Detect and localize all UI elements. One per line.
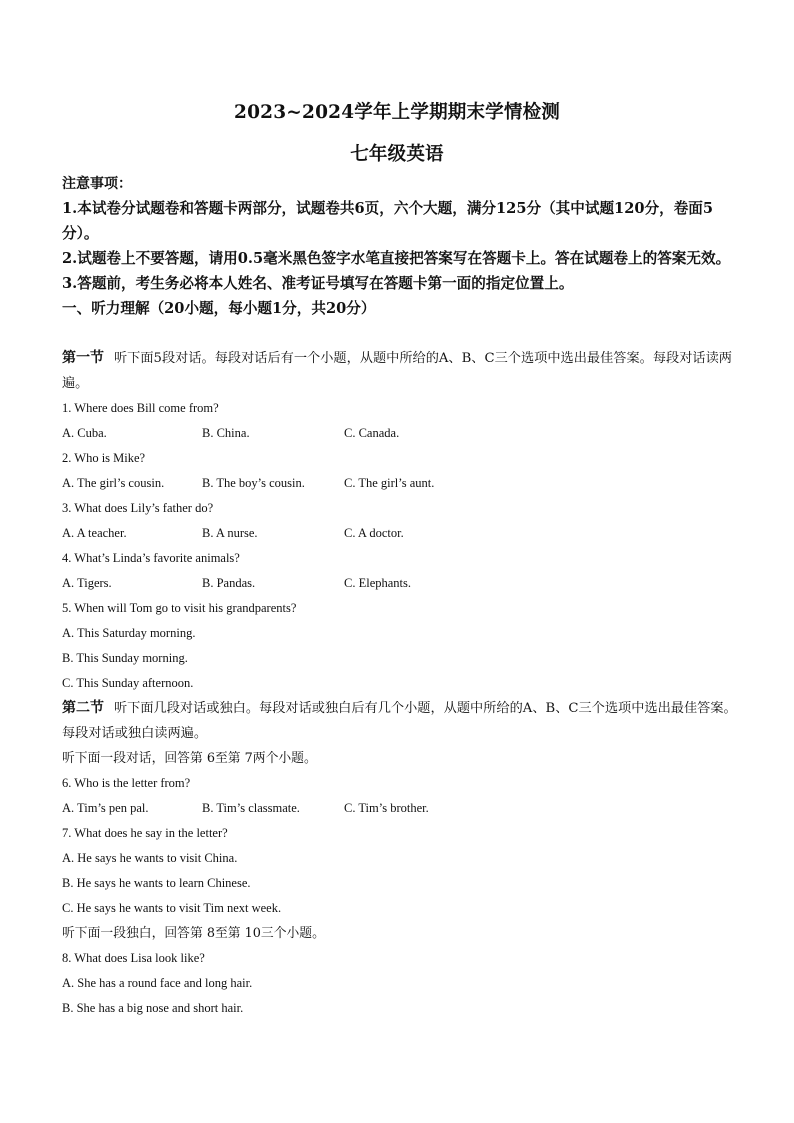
monologue-intro: 听下面一段独白，回答第 8至第 10三个小题。 (62, 926, 325, 941)
q2-option-c: C. The girl’s aunt. (344, 476, 435, 490)
q5-option-a: A. This Saturday morning. (62, 626, 196, 640)
q7-option-b: B. He says he wants to learn Chinese. (62, 876, 251, 890)
question-4-options (62, 571, 742, 596)
question-8: 8. What does Lisa look like? (62, 951, 205, 965)
question-6-options (62, 796, 742, 821)
q6-option-c: C. Tim’s brother. (344, 801, 429, 815)
question-5: 5. When will Tom go to visit his grandparents? (62, 601, 297, 615)
q4-option-a: A. Tigers. (62, 576, 112, 590)
q4-option-c: C. Elephants. (344, 576, 412, 590)
notice-heading: 注意事项： (62, 176, 132, 192)
q1-option-a: A. Cuba. (62, 426, 107, 440)
listening-section (62, 346, 742, 1021)
section1-label: 第一节 (62, 350, 104, 366)
q2-option-a: A. The girl’s cousin. (62, 476, 165, 490)
q6-option-a: A. Tim’s pen pal. (62, 801, 149, 815)
q4-option-b: B. Pandas. (202, 576, 256, 590)
q3-option-a: A. A teacher. (62, 526, 127, 540)
section1-text: 听下面5段对话。每段对话后有一个小题，从题中所给的A、B、C三个选项中选出最佳答案。每段对话读两遍。 (62, 351, 732, 391)
question-3: 3. What does Lily’s father do? (62, 501, 214, 515)
question-2: 2. Who is Mike? (62, 451, 146, 465)
q5-option-c: C. This Sunday afternoon. (62, 676, 194, 690)
question-4: 4. What’s Linda’s favorite animals? (62, 551, 240, 565)
q1-option-b: B. China. (202, 426, 250, 440)
question-2-options (62, 471, 742, 496)
question-3-options (62, 521, 742, 546)
section2-instruction (62, 696, 742, 746)
q1-option-c: C. Canada. (344, 426, 400, 440)
q8-option-b: B. She has a big nose and short hair. (62, 1001, 244, 1015)
q7-option-a: A. He says he wants to visit China. (62, 851, 238, 865)
section2-label: 第二节 (62, 700, 104, 716)
notice-item-1: 1.本试卷分试题卷和答题卡两部分，试题卷共6页，六个大题，满分125分（其中试题120分，卷面5分）。 (62, 200, 714, 242)
q7-option-c: C. He says he wants to visit Tim next week. (62, 901, 282, 915)
exam-title: 2023~2024学年上学期期末学情检测 (234, 102, 560, 123)
q6-option-b: B. Tim’s classmate. (202, 801, 300, 815)
q3-option-c: C. A doctor. (344, 526, 404, 540)
q5-option-b: B. This Sunday morning. (62, 651, 188, 665)
notice-block (62, 172, 742, 321)
q3-option-b: B. A nurse. (202, 526, 258, 540)
question-1: 1. Where does Bill come from? (62, 401, 219, 415)
section1-instruction (62, 346, 742, 396)
part1-title: 一、听力理解（20小题，每小题1分，共20分） (62, 300, 376, 317)
q2-option-b: B. The boy’s cousin. (202, 476, 305, 490)
dialog1-intro: 听下面一段对话，回答第 6至第 7两个小题。 (62, 751, 317, 766)
exam-subject: 七年级英语 (350, 144, 444, 165)
question-6: 6. Who is the letter from? (62, 776, 191, 790)
notice-item-2: 2.试题卷上不要答题，请用0.5毫米黑色签字水笔直接把答案写在答题卡上。答在试题卷上的答案无效。 (62, 250, 731, 267)
section2-text: 听下面几段对话或独白。每段对话或独白后有几个小题，从题中所给的A、B、C三个选项中选出最佳答案。每段对话或独白读两遍。 (62, 701, 737, 741)
question-7: 7. What does he say in the letter? (62, 826, 228, 840)
notice-item-3: 3.答题前，考生务必将本人姓名、准考证号填写在答题卡第一面的指定位置上。 (62, 275, 574, 292)
q8-option-a: A. She has a round face and long hair. (62, 976, 253, 990)
question-1-options (62, 421, 742, 446)
